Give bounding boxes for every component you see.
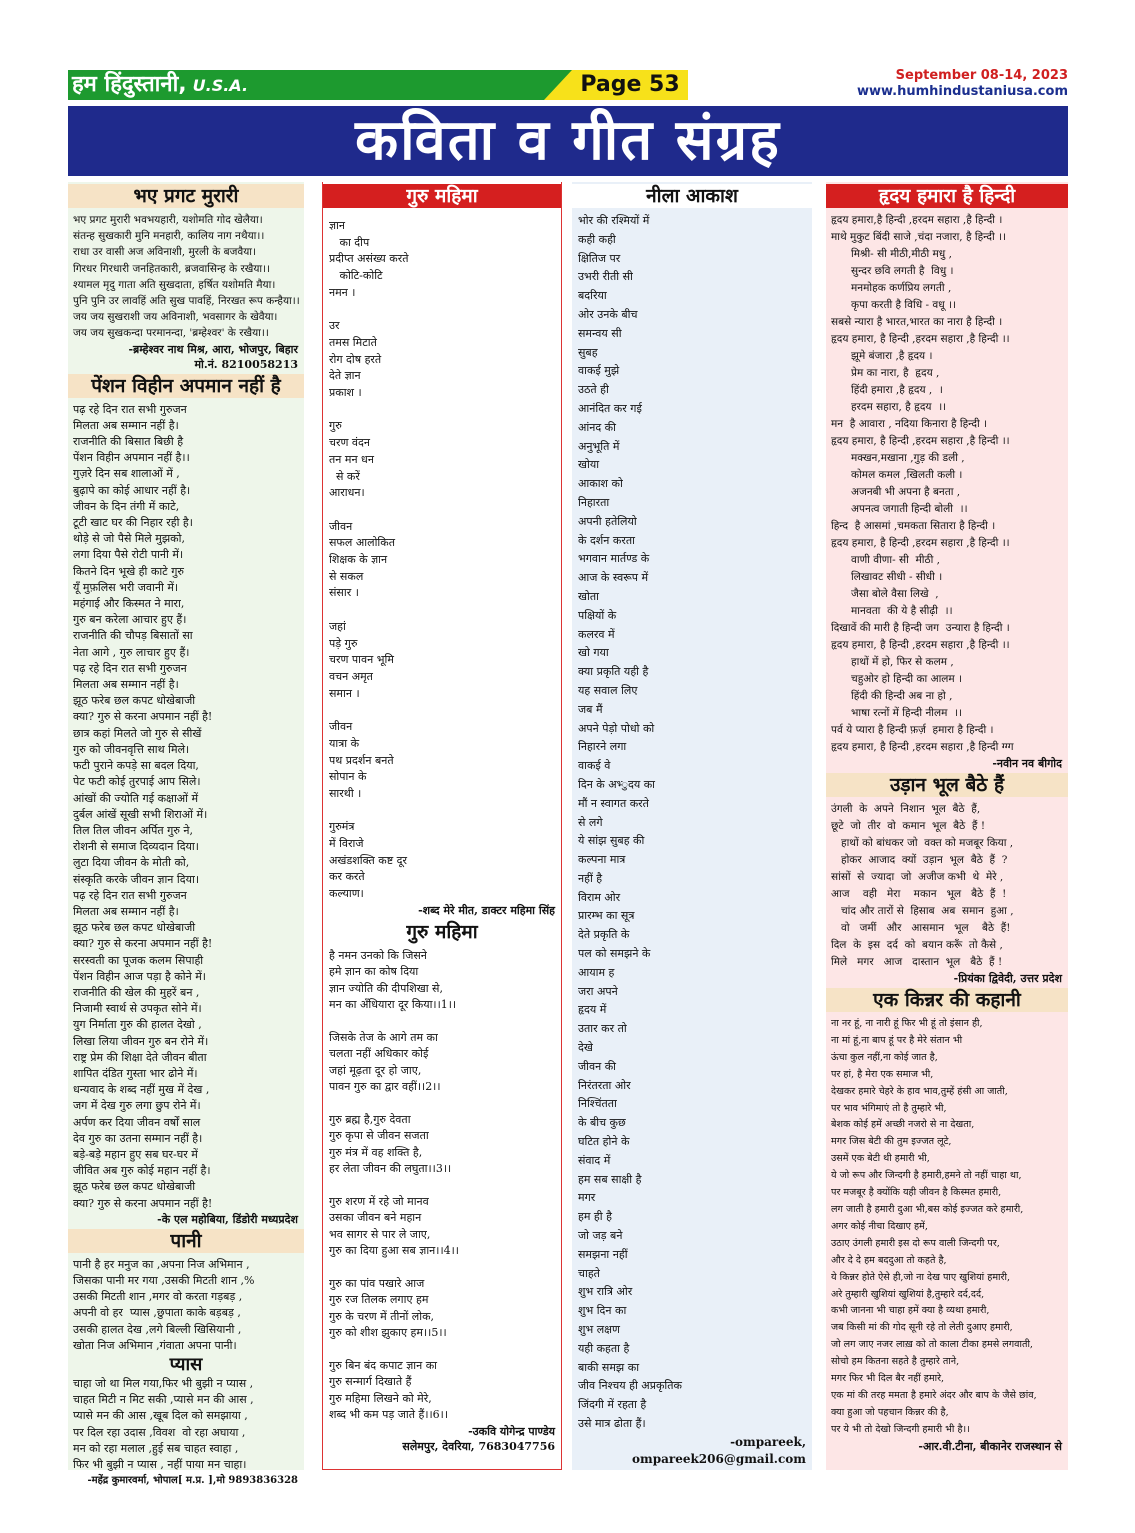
poem-text: ना नर हूं, ना नारी हूं फिर भी हूं तो इंसान ही, ना मां हूं,ना बाप हूं पर है मेरे संतान भी ऊंचा कुल नहीं,ना कोई जात है, पर हां, है मेरा एक समाज भी, देखकर हमारे चेहरे के हाव भाव,तुम्हें हंसी आ जाती, पर भाव भंगिमाएं तो है तुम्हारे भी, बेशक कोई हमें अच्छी नजरो से ना देखता, मगर जिस बेटी की तुम इज्जत लूटे, उसमें एक बेटी थी हमारी भी, ये जो रूप और जिन्दगी है हमारी,हमने तो नहीं चाहा था, पर मजबूर है क्योंकि यही जीवन है किस्मत हमारी, लग जाती है हमारी दुआ भी,बस कोई इज्जत करे हमारी, अगर कोई नीचा दिखाए हमें, उठाए उंगली हमारी इस दो रूप वाली जिन्दगी पर, और दे दे हम बददुआ तो कहते है, ये किन्नर होते ऐसे ही,जो ना देख पाए खुशियां हमारी, अरे तुम्हारी खुशियां खुशियां है,तुम्हारे दर्द,दर्द, कभी जानना भी चाहा हमें क्या है व्यथा हमारी, जब किसी मां की गोद सूनी रहे तो लेती दुआए हमारी, जो लग जाए नजर लाख़ को तो काला टीका हमसे लगवाती, सोचो हम कितना सहते है तुम्हारे ताने, मगर फिर भी दिल बैर नहीं हमारे, एक मां की तरह ममता है हमारे अंदर और बाप के जैसे छांव, क्या हुआ जो पहचान किन्नर की है, पर ये भी तो देखो जिन्दगी हमारी भी है।।: [831, 1018, 1037, 1435]
masthead-slant: [544, 70, 572, 100]
masthead: [68, 70, 1068, 100]
poem-title: पानी: [68, 1229, 304, 1253]
column-4: [826, 182, 1068, 1470]
poem-signature: -ompareek, ompareek206@gmail.com: [632, 1434, 806, 1466]
poem-signature: -नवीन नव बीगोद: [992, 757, 1062, 770]
poem-text: हृदय हमारा,है हिन्दी ,हरदम सहारा ,है हिन्दी । माथे मुकुट बिंदी साजे ,चंदा नजारा, है हिन्दी ।। मिश्री- सी मीठी,मीठी मधु , सुन्दर छवि लगती है विधु । मनमोहक कर्णप्रिय लगती , कृपा करती है विधि - वधू ।। सबसे न्यारा है भारत,भारत का नारा है हिन्दी । हृदय हमारा, है हिन्दी ,हरदम सहारा ,है हिन्दी ।। झूमे बंजारा ,है हृदय । प्रेम का नारा, है हृदय , हिंदी हमारा ,है हृदय , । हरदम सहारा, है हृदय ।। मन है आवारा , नदिया किनारा है हिन्दी । हृदय हमारा, है हिन्दी ,हरदम सहारा ,है हिन्दी ।। मक्खन,मखाना ,गुड़ की डली , कोमल कमल ,खिलती कली । अजनबी भी अपना है बनता , अपनत्व जगाती हिन्दी बोली ।। हिन्द है आसमां ,चमकता सितारा है हिन्दी । हृदय हमारा, है हिन्दी ,हरदम सहारा ,है हिन्दी ।। वाणी वीणा- सी मीठी , लिखावट सीधी - सीधी । जैसा बोले वैसा लिखे , मानवता की ये है सीढ़ी ।। दिखावें की मारी है हिन्दी जग उन्यारा है हिन्दी । हृदय हमारा, है हिन्दी ,हरदम सहारा ,है हिन्दी ।। हाथों में हो, फिर से कलम , चहुओर हो हिन्दी का आलम । हिंदी की हिन्दी अब ना हो , भाषा रत्नों में हिन्दी नीलम ।। पर्व ये प्यारा है हिन्दी फ़र्ज़ हमारा है हिन्दी । हृदय हमारा, है हिन्दी ,हरदम सहारा ,है हिन्दी ग्ग्ग: [831, 214, 1014, 753]
poem-signature: -के एल महोबिया, डिंडोरी मध्यप्रदेश: [157, 1212, 298, 1226]
column-1: [68, 182, 304, 1487]
poem-text: पढ़ रहे दिन रात सभी गुरुजन मिलता अब सम्मान नहीं है। राजनीति की बिसात बिछी है पेंशन विहीन अपमान नहीं है।। गुज़रे दिन सब शालाओं में , बुढ़ापे का कोई आधार नहीं है। जीवन के दिन तंगी में काटे, टूटी खाट घर की निहार रही है। थोड़े से जो पैसे मिले मुझको, लगा दिया पैसे रोटी पानी में। कितने दिन भूखे ही काटे गुरु यूँ मुफ़लिस भरी जवानी में। महंगाई और किस्मत ने मारा, गुरु बन करेला आचार हुए हैं। राजनीति की चौपड़ बिसातों सा नेता आगे , गुरु लाचार हुए हैं। पढ़ रहे दिन रात सभी गुरुजन मिलता अब सम्मान नहीं है। झूठ फरेब छल कपट धोखेबाजी क्या? गुरु से करना अपमान नहीं है! छात्र कहां मिलते जो गुरु से सीखें गुरु को जीवनवृत्ति साथ मिले। फटी पुराने कपड़े सा बदल दिया, पेट फटी कोई तुरपाई आप सिले। आंखों की ज्योति गई कक्षाओं में दुर्बल आंखें सूखी सभी शिराओं में। तिल तिल जीवन अर्पित गुरु ने, रोशनी से समाज दिव्यदान दिया। लुटा दिया जीवन के मोती को, संस्कृति करके जीवन ज्ञान दिया। पढ़ रहे दिन रात सभी गुरुजन मिलता अब सम्मान नहीं है। झूठ फरेब छल कपट धोखेबाजी क्या? गुरु से करना अपमान नहीं है! सरस्वती का पूजक कलम सिपाही पेंशन विहीन आज पड़ा है कोने में। राजनीति की खेल की मुहरें बन , निजामी स्वार्थ से उपकृत सोने में। युग निर्माता गुरु की हालत देखो , लिखा लिया जीवन गुरु बन रोने में। राष्ट्र प्रेम की शिक्षा देते जीवन बीता शापित दंडित गुस्ता भार ढोने में। धन्यवाद के शब्द नहीं मुख में देख , जग में देख गुरु लगा छुप रोने में। अर्पण कर दिया जीवन वर्षों साल देव गुरु का उतना सम्मान नहीं है। बड़े-बड़े महान हुए सब घर-घर में जीवित अब गुरु कोई महान नहीं है। झूठ फरेब छल कपट धोखेबाजी क्या? गुरु से करना अपमान नहीं है!: [73, 402, 213, 1210]
poem-signature: -उकवि योगेन्द्र पाण्डेय सलेमपुर, देवरिया, 7683047756: [402, 1424, 555, 1453]
column-3: [572, 182, 812, 1470]
poem-signature: -आर.वी.टीना, बीकानेर राजस्थान से: [918, 1439, 1062, 1453]
poem-text: चाहा जो था मिल गया,फिर भी बुझी न प्यास , चाहत मिटी न मिट सकी ,प्यासे मन की आस , प्यासे मन की आस ,खूब दिल को समझाया , पर दिल रहा उदास ,विवश वो रहा अघाया , मन को रहा मलाल ,हुई सब चाहत स्वाहा , फिर भी बुझी न प्यास , नहीं पाया मन चाहा।: [73, 1377, 254, 1472]
issue-date: September 08-14, 2023: [895, 68, 1068, 83]
poem-title: पेंशन विहीन अपमान नहीं है: [68, 374, 304, 398]
poem-title: हृदय हमारा है हिन्दी: [826, 184, 1068, 208]
brand-name: हम हिंदुस्तानी,: [72, 72, 187, 97]
brand-suffix: U.S.A.: [192, 76, 249, 95]
poem-title: एक किन्नर की कहानी: [826, 988, 1068, 1012]
poem-signature: -शब्द मेरे मीत, डाक्टर महिमा सिंह: [418, 903, 555, 917]
poem-title: गुरु महिमा: [323, 184, 561, 208]
poem-signature: -ब्रम्हेश्वर नाथ मिश्र, आरा, भोजपुर, बिहार मो.नं. 8210058213: [128, 342, 298, 371]
poem-title: नीला आकाश: [572, 184, 812, 208]
brand-logo[interactable]: [68, 70, 548, 100]
website-link[interactable]: www.humhindustaniusa.com: [856, 84, 1068, 99]
section-banner: कविता व गीत संग्रह: [68, 106, 1068, 176]
poem-text: पानी है हर मनुज का ,अपना निज अभिमान , जिसका पानी मर गया ,उसकी मिटती शान ,% उसकी मिटती शान ,मगर वो करता गड़बड़ , अपनी वो हर प्यास ,छुपाता काके बड़बड़ , उसकी हालत देख ,लगे बिल्ली खिसियानी , खोता निज अभिमान ,गंवाता अपना पानी।: [73, 1257, 255, 1352]
poem-title: उड़ान भूल बैठे हैं: [826, 773, 1068, 797]
page-number: Page 53: [572, 70, 688, 100]
poem-text: उंगली के अपने निशान भूल बैठे हैं, छूटे जो तीर वो कमान भूल बैठे हैं ! हाथों को बांधकर जो वक्त को मजबूर किया , होकर आजाद क्यों उड़ान भूल बैठे हैं ? सांसों से ज्यादा जो अजीज कभी थे मेरे , आज वही मेरा मकान भूल बैठे हैं ! चांद और तारों से हिसाब अब समान हुआ , वो जमीं और आसमान भूल बैठे हैं! दिल के इस दर्द को बयान करूँ तो कैसे , मिले मगर आज दास्तान भूल बैठे हैं !: [831, 803, 1014, 968]
dateline: [857, 68, 1068, 100]
poem-text: ज्ञान का दीप प्रदीप्त असंख्य करते कोटि-कोटि नमन । उर तमस मिटाते रोग दोष हरते देते ज्ञान प्रकाश । गुरु चरण वंदन तन मन धन से करें आराधन। जीवन सफल आलोकित शिक्षक के ज्ञान से सकल संसार । जहां पड़े गुरु चरण पावन भूमि वचन अमृत समान । जीवन यात्रा के पथ प्रदर्शन बनते सोपान के सारथी । गुरुमंत्र में विराजे अखंडशक्ति कष्ट दूर कर करते कल्याण।: [329, 219, 409, 901]
poem-title: प्यास: [169, 1354, 203, 1375]
poem-text: भए प्रगट मुरारी भवभयहारी, यशोमति गोद खेलैया। संतन्ह सुखकारी मुनि मनहारी, कालिय नाग नथैया।। राधा उर वासी अज अविनाशी, मुरली के बजवैया। गिरधर गिरधारी जनहितकारी, ब्रजवासिन्ह के रखैया।। श्यामल मृदु गाता अति सुखदाता, हर्षित यशोमति मैया। पुनि पुनि उर लावहिं अति सुख पावहिं, निरखत रूप कन्हैया।। जय जय सुखराशी जय अविनाशी, भवसागर के खेवैया। जय जय सुखकन्दा परमानन्दा, 'ब्रम्हेश्वर' के रखैया।।: [73, 214, 300, 340]
poem-title: गुरु महिमा: [323, 920, 561, 944]
poem-signature: -प्रियंका द्विवेदी, उत्तर प्रदेश: [953, 972, 1062, 985]
poem-text: है नमन उनको कि जिसने हमे ज्ञान का कोष दिया ज्ञान ज्योति की दीपशिखा से, मन का अँधियारा दूर किया।।1।। जिसके तेज के आगे तम का चलता नहीं अधिकार कोई जहां मूढ़ता दूर हो जाए, पावन गुरु का द्वार वहीं।।2।। गुरु ब्रह्म है,गुरु देवता गुरु कृपा से जीवन सजता गुरु मंत्र में वह शक्ति है, हर लेता जीवन की लघुता।।3।। गुरु शरण में रहे जो मानव उसका जीवन बने महान भव सागर से पार ले जाए, गुरु का दिया हुआ सब ज्ञान।।4।। गुरु का पांव पखारे आज गुरु रज तिलक लगाए हम गुरु के चरण में तीनों लोक, गुरु को शीश झुकाए हम।।5।। गुरु बिन बंद कपाट ज्ञान का गुरु सन्मार्ग दिखाते हैं गुरु महिमा लिखने को मेरे, शब्द भी कम पड़ जाते हैं।।6।।: [329, 948, 459, 1422]
poem-signature: -महेंद्र कुमारवर्मा, भोपाल[ म.प्र. ],मो 9893836328: [87, 1475, 298, 1487]
poem-title: भए प्रगट मुरारी: [68, 184, 304, 208]
column-2: [322, 182, 562, 1470]
poem-text: भोर की रश्मियों में कही कही क्षितिज पर उभरी रीती सी बदरिया ओर उनके बीच समन्वय सी सुबह वाकई मुझे उठते ही आनंदित कर गई आंनद की अनुभूति में खोया आकाश को निहारता अपनी हतेलियो के दर्शन करता भगवान मार्तण्ड के आज के स्वरूप में खोता पक्षियों के कलरव में खो गया क्या प्रकृति यही है यह सवाल लिए जब मैं अपने पेड़ो पोधो को निहारने लगा वाकई वे दिन के अभ्‍ुदय का मौं न स्वागत करते से लगे ये सांझ सुबह की कल्पना मात्र नहीं है विराम ओर प्रारम्भ का सूत्र देते प्रकृति के पल को समझने के आयाम ह जरा अपने हृदय में उतार कर तो देखे जीवन की निरंतरता ओर निश्चिंतता के बीच कुछ घटित होने के संवाद में हम सब साक्षी है मगर हम ही है जो जड़ बने समझना नहीं चाहते शुभ रात्रि ओर शुभ दिन का शुभ लक्षण यही कहता है बाकी समझ का जीव निश्चय ही अप्रकृतिक जिंदगी में रहता है उसे मात्र ढोता हैं।: [578, 214, 682, 1430]
